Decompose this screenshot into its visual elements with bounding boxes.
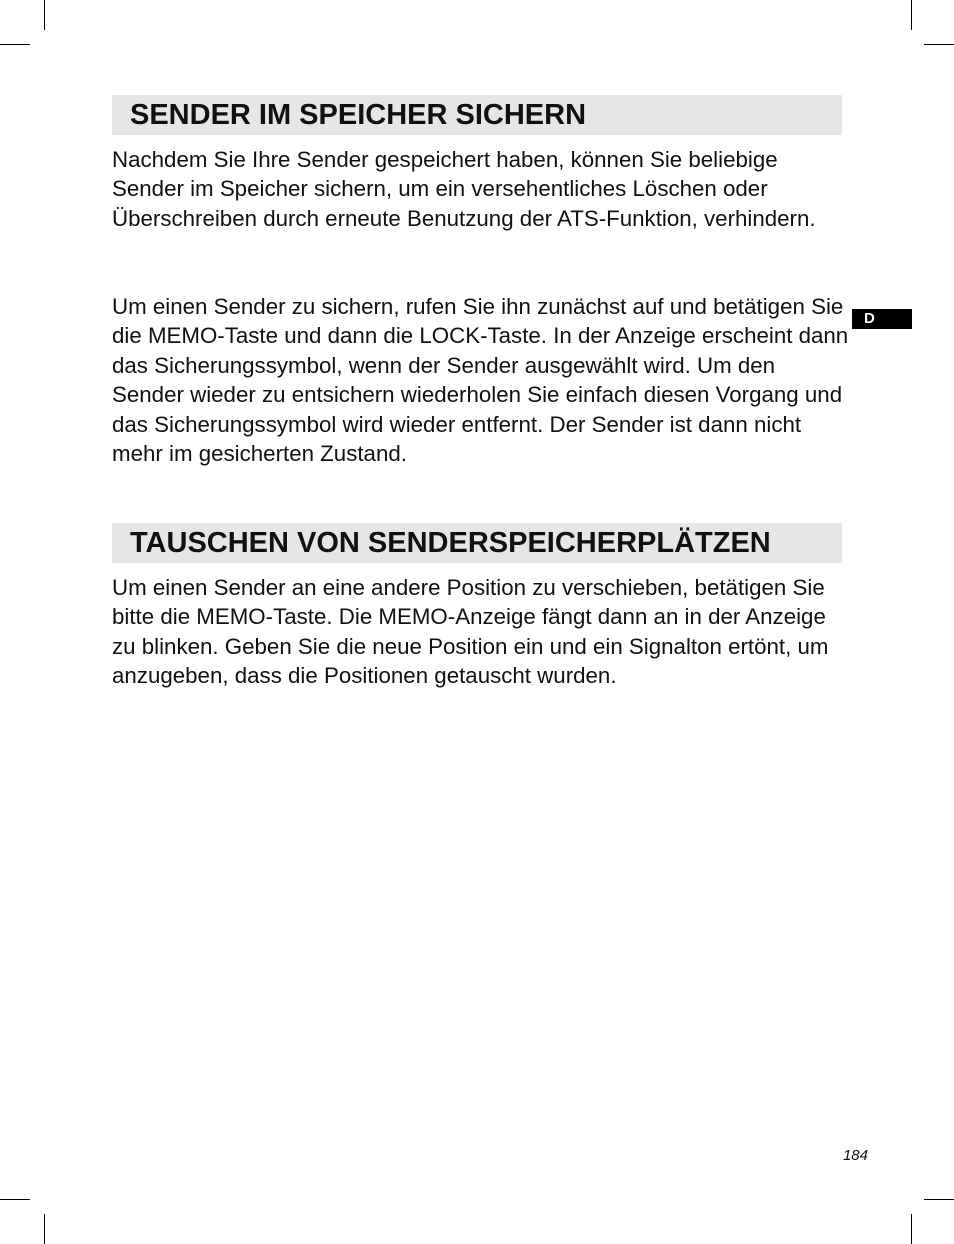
section-heading-sender-sichern: SENDER IM SPEICHER SICHERN xyxy=(112,95,842,135)
section-2-paragraph-1: Um einen Sender an eine andere Position zu verschieben, betätigen Sie bitte die MEMO-Taste. Die MEMO-Anzeige fängt dann an in der Anzeige zu blinken. Geben Sie die neue Position ein und ein Signalton ertönt, um anzugeben, dass die Positionen getauscht wurden. xyxy=(112,575,829,689)
crop-mark-top-left-vertical xyxy=(44,0,45,30)
crop-mark-bottom-left-vertical xyxy=(44,1214,45,1244)
crop-mark-top-left-horizontal xyxy=(0,44,30,45)
crop-mark-top-right-horizontal xyxy=(924,44,954,45)
crop-mark-bottom-right-vertical xyxy=(911,1214,912,1244)
page-number: 184 xyxy=(842,1147,868,1164)
crop-mark-bottom-left-horizontal xyxy=(0,1199,30,1200)
language-tab: D xyxy=(852,309,912,329)
section-1-paragraph-1: Nachdem Sie Ihre Sender gespeichert haben, können Sie beliebige Sender im Speicher sichern, um ein versehentliches Löschen oder Überschreiben durch erneute Benutzung der ATS-Funktion, verhindern. xyxy=(112,147,816,231)
crop-mark-bottom-right-horizontal xyxy=(924,1199,954,1200)
section-1-paragraph-2: Um einen Sender zu sichern, rufen Sie ihn zunächst auf und betätigen Sie die MEMO-Taste und dann die LOCK-Taste. In der Anzeige erscheint dann das Sicherungssymbol, wenn der Sender ausgewählt wird. Um den Sender wieder zu entsichern wiederholen Sie einfach diesen Vorgang und das Sicherungssymbol wird wieder entfernt. Der Sender ist dann nicht mehr im gesicherten Zustand. xyxy=(112,294,849,467)
crop-mark-top-right-vertical xyxy=(911,0,912,30)
section-heading-tauschen: TAUSCHEN VON SENDERSPEICHERPLÄTZEN xyxy=(112,523,842,563)
